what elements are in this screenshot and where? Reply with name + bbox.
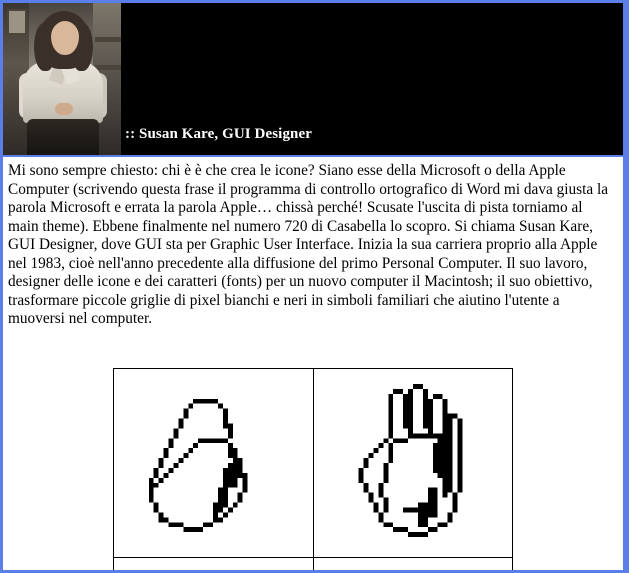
grabbing-hand-icon <box>114 369 314 558</box>
table-row <box>114 369 513 558</box>
photo-shelf-upper <box>95 37 121 42</box>
icon-caption-cell-right <box>313 558 513 571</box>
page-title: :: Susan Kare, GUI Designer <box>125 126 313 142</box>
icon-caption-cell-left <box>114 558 314 571</box>
open-hand-pixel-art <box>328 379 498 547</box>
photo-hand <box>55 103 73 115</box>
icon-gallery-table <box>113 368 513 570</box>
table-row <box>114 558 513 571</box>
grabbing-hand-pixel-art <box>128 379 298 547</box>
header-band <box>3 3 623 155</box>
open-hand-icon <box>313 369 513 558</box>
photo-picture-frame <box>7 9 27 35</box>
content-area <box>3 157 623 570</box>
portrait-photo <box>3 3 121 155</box>
photo-skirt <box>27 119 99 155</box>
photo-shelf-lower <box>95 65 121 70</box>
article-body: Mi sono sempre chiesto: chi è è che crea le icone? Siano esse della Microsoft o della Apple Computer (scrivendo questa frase il programma di controllo ortografico di Word mi dava giusta la parola Microsoft e errata la parola Apple… chissà perché! Scusate l'uscita di pista torniamo al main theme). Ebbene finalmente nel numero 720 di Casabella lo scopro. Si chiama Susan Kare, GUI Designer, dove GUI sta per Graphic User Interface. Inizia la sua carriera proprio alla Apple nel 1983, cioè nell'anno precedente alla diffusione del primo Personal Computer. Il suo lavoro, designer delle icone e dei caratteri (fonts) per un nuovo computer il Macintosh; il suo obiettivo, trasformare piccole griglie di pixel bianchi e neri in simboli familiari che aiutino l'utente a muoversi nel computer. <box>8 162 608 327</box>
photo-face <box>51 21 79 55</box>
